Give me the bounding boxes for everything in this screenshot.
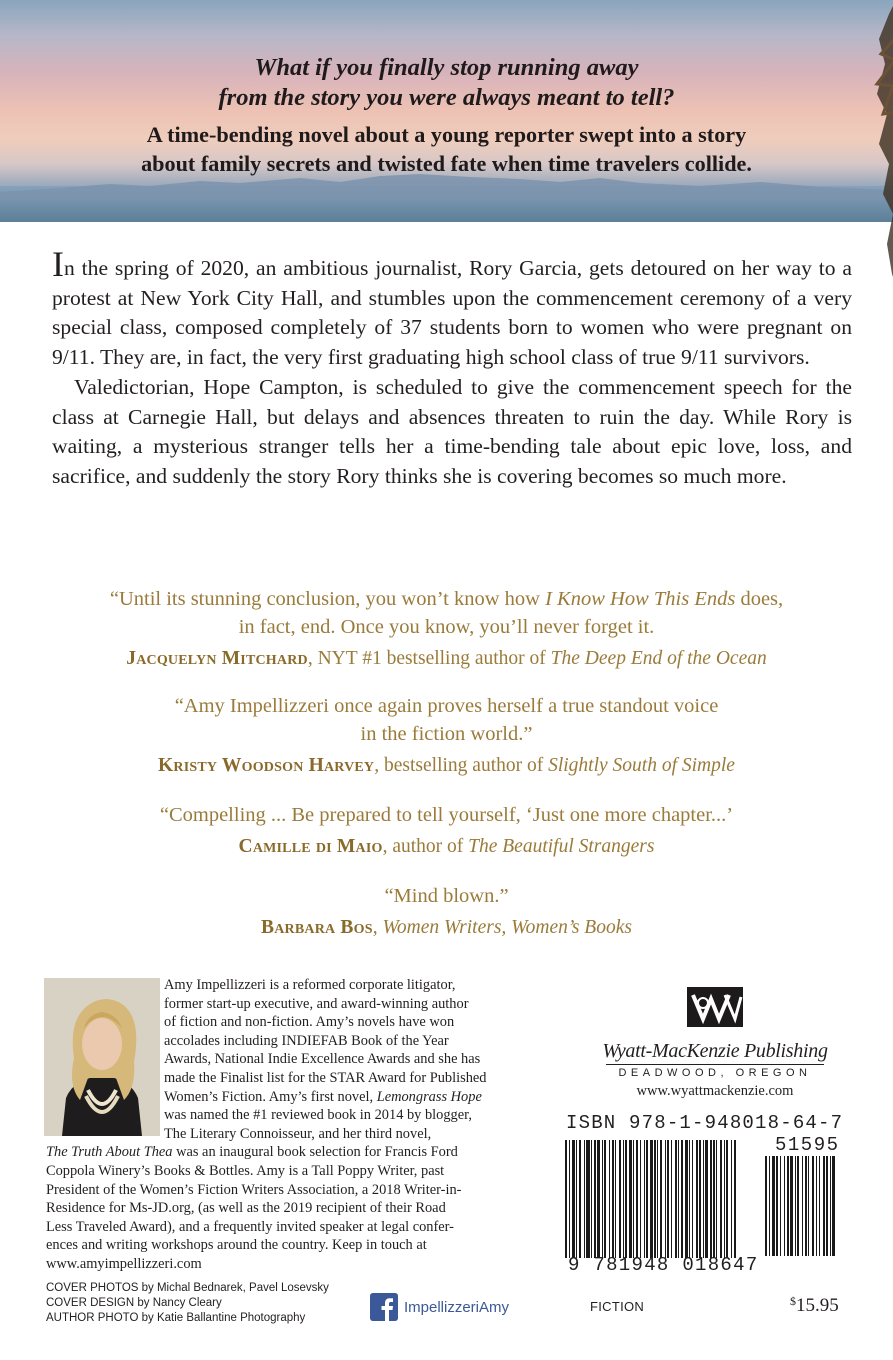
barcode-bar bbox=[705, 1140, 708, 1258]
blurb-quote-line-2: in fact, end. Once you know, you’ll never forget it. bbox=[238, 616, 655, 638]
barcode-bar bbox=[772, 1156, 775, 1256]
bio-text: was an inaugural book selection for Francis Ford bbox=[172, 1144, 458, 1161]
barcode-bar bbox=[787, 1156, 789, 1256]
barcode-bar bbox=[646, 1140, 648, 1258]
blurb-author-book: The Deep End of the Ocean bbox=[550, 648, 767, 669]
barcode-bar bbox=[734, 1140, 736, 1258]
sunset-banner bbox=[0, 0, 893, 222]
barcode-bar bbox=[790, 1156, 793, 1256]
barcode-bar bbox=[832, 1156, 835, 1256]
tagline-line-2: from the story you were always meant to tell? bbox=[218, 84, 675, 111]
isbn-barcode bbox=[565, 1140, 757, 1258]
barcode-bar bbox=[780, 1156, 781, 1256]
isbn-label: ISBN 978-1-948018-64-7 bbox=[566, 1112, 844, 1134]
barcode-bar bbox=[579, 1140, 581, 1258]
blurb-author-name: Jacquelyn Mitchard bbox=[126, 648, 308, 669]
facebook-handle bbox=[370, 1292, 509, 1322]
bio-line: made the Finalist list for the STAR Award for Published bbox=[164, 1069, 487, 1086]
bio-line: Amy Impellizzeri is a reformed corporate litigator, bbox=[164, 977, 456, 993]
blurb-author-name: Camille di Maio bbox=[238, 836, 383, 857]
blurb-quote-line-1 bbox=[0, 585, 893, 613]
barcode-bar bbox=[795, 1156, 796, 1256]
barcode-bar bbox=[602, 1140, 603, 1258]
barcode-bar bbox=[784, 1156, 785, 1256]
barcode-bar bbox=[609, 1140, 610, 1258]
blurb-quote-line-1: “Compelling ... Be prepared to tell yourself, ‘Just one more chapter...’ bbox=[159, 804, 734, 826]
bio-line: former start-up executive, and award-winning author bbox=[164, 995, 469, 1012]
publisher-logo bbox=[685, 985, 745, 1029]
barcode-bar bbox=[591, 1140, 592, 1258]
barcode-bar bbox=[615, 1140, 616, 1258]
tagline bbox=[0, 53, 893, 113]
barcode-bar bbox=[681, 1140, 683, 1258]
barcode-bar bbox=[724, 1140, 725, 1258]
quote-text: does, bbox=[735, 588, 784, 610]
bio-line: The Literary Connoisseur, and her third novel, bbox=[164, 1125, 432, 1142]
barcode-bar bbox=[576, 1140, 577, 1258]
barcode-bar bbox=[692, 1140, 693, 1258]
blurb-mitchard bbox=[0, 585, 893, 672]
bio-line: Awards, National Indie Excellence Awards and she has bbox=[164, 1051, 481, 1068]
barcode-bar bbox=[812, 1156, 814, 1256]
facebook-icon bbox=[370, 1293, 398, 1321]
subtagline-line-2: about family secrets and twisted fate when time travelers collide. bbox=[141, 151, 752, 176]
bio-line: Residence for Ms-JD.org, (as well as the 2019 recipient of their Road bbox=[46, 1200, 446, 1217]
publisher-location: DEADWOOD, OREGON bbox=[618, 1067, 812, 1079]
barcode-bar bbox=[716, 1140, 717, 1258]
credit-line: AUTHOR PHOTO by Katie Ballantine Photography bbox=[46, 1312, 306, 1325]
barcode-digits: 9 781948 018647 bbox=[568, 1254, 759, 1276]
blurb-author-book: Women Writers, Women’s Books bbox=[382, 917, 632, 938]
barcode-bar bbox=[802, 1156, 803, 1256]
bio-line: accolades including INDIEFAB Book of the Year bbox=[164, 1032, 449, 1049]
barcode-bar bbox=[731, 1140, 732, 1258]
barcode-bar bbox=[678, 1140, 679, 1258]
barcode-bar bbox=[572, 1140, 575, 1258]
barcode-bar bbox=[703, 1140, 704, 1258]
author-bio bbox=[46, 976, 552, 1274]
barcode-bar bbox=[633, 1140, 634, 1258]
barcode-bar bbox=[808, 1156, 809, 1256]
barcode-bar bbox=[654, 1140, 656, 1258]
price-barcode bbox=[765, 1156, 853, 1256]
bio-line bbox=[46, 1088, 552, 1107]
tagline-line-1: What if you finally stop running away bbox=[254, 54, 639, 81]
author-website: www.amyimpellizzeri.com bbox=[46, 1255, 202, 1272]
blurb-bos bbox=[0, 882, 893, 941]
price-code: 51595 bbox=[775, 1134, 840, 1156]
barcode-bar bbox=[565, 1140, 567, 1258]
blurb-attribution bbox=[0, 645, 893, 672]
bio-line: Coppola Winery’s Books & Bottles. Amy is a Tall Poppy Writer, past bbox=[46, 1162, 445, 1179]
blurb-author-desc: , bbox=[372, 917, 383, 938]
bio-line bbox=[46, 1143, 552, 1162]
blurb-author-book: Slightly South of Simple bbox=[548, 755, 735, 776]
blurb-harvey bbox=[0, 692, 893, 779]
barcode-bar bbox=[584, 1140, 585, 1258]
barcode-bar bbox=[594, 1140, 596, 1258]
barcode-bar bbox=[623, 1140, 624, 1258]
synopsis-paragraph-1-text: n the spring of 2020, an ambitious journalist, Rory Garcia, gets detoured on her way to a protest at New York City Hall, and stumbles upon the commencement ceremony of a very special class, composed completely of 37 students born to women who were pregnant on 9/11. They are, in fact, the very first graduating high school class of true 9/11 survivors. bbox=[52, 256, 852, 370]
subtagline bbox=[0, 120, 893, 178]
blurb-author-book: The Beautiful Strangers bbox=[468, 836, 655, 857]
barcode-bar bbox=[797, 1156, 799, 1256]
blurb-quote-line-1: “Mind blown.” bbox=[384, 885, 509, 907]
barcode-bar bbox=[675, 1140, 677, 1258]
blurb-author-desc: , author of bbox=[382, 836, 469, 857]
publisher-url: www.wyattmackenzie.com bbox=[636, 1083, 794, 1099]
blurb-author-desc: , bestselling author of bbox=[374, 755, 549, 776]
barcode-bar bbox=[660, 1140, 662, 1258]
barcode-bar bbox=[710, 1140, 712, 1258]
price-amount: 15.95 bbox=[796, 1295, 839, 1316]
barcode-bar bbox=[699, 1140, 701, 1258]
photo-credits bbox=[46, 1281, 329, 1327]
blurb-attribution bbox=[0, 833, 893, 860]
barcode-bar bbox=[612, 1140, 614, 1258]
barcode-bar bbox=[671, 1140, 672, 1258]
bio-line: ences and writing workshops around the country. Keep in touch at bbox=[46, 1237, 427, 1254]
subtagline-line-1: A time-bending novel about a young reporter swept into a story bbox=[146, 122, 747, 147]
currency-symbol: $ bbox=[790, 1294, 796, 1308]
price bbox=[790, 1294, 839, 1317]
drop-cap: I bbox=[52, 244, 64, 284]
bio-text: Women’s Fiction. Amy’s first novel, bbox=[164, 1088, 377, 1105]
barcode-bar bbox=[830, 1156, 831, 1256]
blurb-attribution bbox=[0, 914, 893, 941]
bio-line: Less Traveled Award), and a frequently invited speaker at legal confer- bbox=[46, 1218, 454, 1235]
barcode-bar bbox=[569, 1140, 570, 1258]
barcode-bar bbox=[657, 1140, 658, 1258]
barcode-bar bbox=[644, 1140, 645, 1258]
bio-line: President of the Women’s Fiction Writers Association, a 2018 Writer-in- bbox=[46, 1181, 462, 1198]
barcode-bar bbox=[629, 1140, 632, 1258]
blurb-quote-line-1: “Amy Impellizzeri once again proves herself a true standout voice bbox=[174, 695, 719, 717]
palm-frond-image bbox=[859, 0, 893, 294]
barcode-bar bbox=[586, 1140, 590, 1258]
blurb-di-maio bbox=[0, 801, 893, 860]
bio-book-title: The Truth About Thea bbox=[46, 1144, 173, 1161]
credit-line: COVER PHOTOS by Michal Bednarek, Pavel Losevsky bbox=[46, 1282, 329, 1294]
bio-line: was named the #1 reviewed book in 2014 by blogger, bbox=[164, 1107, 472, 1124]
synopsis-paragraph-1 bbox=[52, 244, 852, 373]
barcode-bar bbox=[696, 1140, 698, 1258]
bio-book-title: Lemongrass Hope bbox=[376, 1088, 482, 1105]
barcode-bar bbox=[625, 1140, 627, 1258]
barcode-bar bbox=[667, 1140, 669, 1258]
facebook-handle-label: ImpellizzeriAmy bbox=[404, 1298, 510, 1316]
barcode-bar bbox=[805, 1156, 807, 1256]
credit-line: COVER DESIGN by Nancy Cleary bbox=[46, 1297, 222, 1310]
barcode-bar bbox=[619, 1140, 621, 1258]
barcode-bar bbox=[765, 1156, 767, 1256]
barcode-bar bbox=[726, 1140, 728, 1258]
barcode-bar bbox=[640, 1140, 641, 1258]
synopsis bbox=[52, 244, 852, 492]
barcode-bar bbox=[636, 1140, 638, 1258]
blurb-attribution bbox=[0, 752, 893, 779]
blurb-author-name: Barbara Bos bbox=[261, 917, 373, 938]
blurb-author-desc: , NYT #1 bestselling author of bbox=[307, 648, 551, 669]
barcode-bar bbox=[826, 1156, 828, 1256]
synopsis-paragraph-2: Valedictorian, Hope Campton, is scheduled to give the commencement speech for the class at Carnegie Hall, but delays and absences threaten to ruin the day. While Rory is waiting, a mysterious stranger tells her a time-bending tale about epic love, loss, and sacrifice, and suddenly the story Rory thinks she is covering becomes so much more. bbox=[52, 374, 852, 488]
blurb-author-name: Kristy Woodson Harvey bbox=[158, 755, 375, 776]
barcode-bar bbox=[769, 1156, 770, 1256]
barcode-bar bbox=[597, 1140, 600, 1258]
barcode-bar bbox=[819, 1156, 820, 1256]
quote-book-title: I Know How This Ends bbox=[545, 588, 736, 610]
barcode-bar bbox=[720, 1140, 722, 1258]
publisher-block bbox=[590, 985, 840, 1100]
barcode-bar bbox=[650, 1140, 653, 1258]
barcode-bar bbox=[713, 1140, 715, 1258]
barcode-bar bbox=[816, 1156, 817, 1256]
barcode-bar bbox=[665, 1140, 666, 1258]
publisher-name: Wyatt-MacKenzie Publishing bbox=[602, 1040, 828, 1062]
barcode-bar bbox=[823, 1156, 825, 1256]
genre-label: FICTION bbox=[590, 1299, 645, 1314]
barcode-bar bbox=[689, 1140, 690, 1258]
barcode-bar bbox=[604, 1140, 606, 1258]
barcode-bar bbox=[685, 1140, 688, 1258]
barcode-bar bbox=[776, 1156, 778, 1256]
blurb-quote-line-2: in the fiction world.” bbox=[360, 723, 533, 745]
quote-text: “Until its stunning conclusion, you won’t know how bbox=[109, 588, 546, 610]
publisher-rule bbox=[606, 1064, 824, 1065]
bio-line: of fiction and non-fiction. Amy’s novels have won bbox=[164, 1014, 455, 1031]
